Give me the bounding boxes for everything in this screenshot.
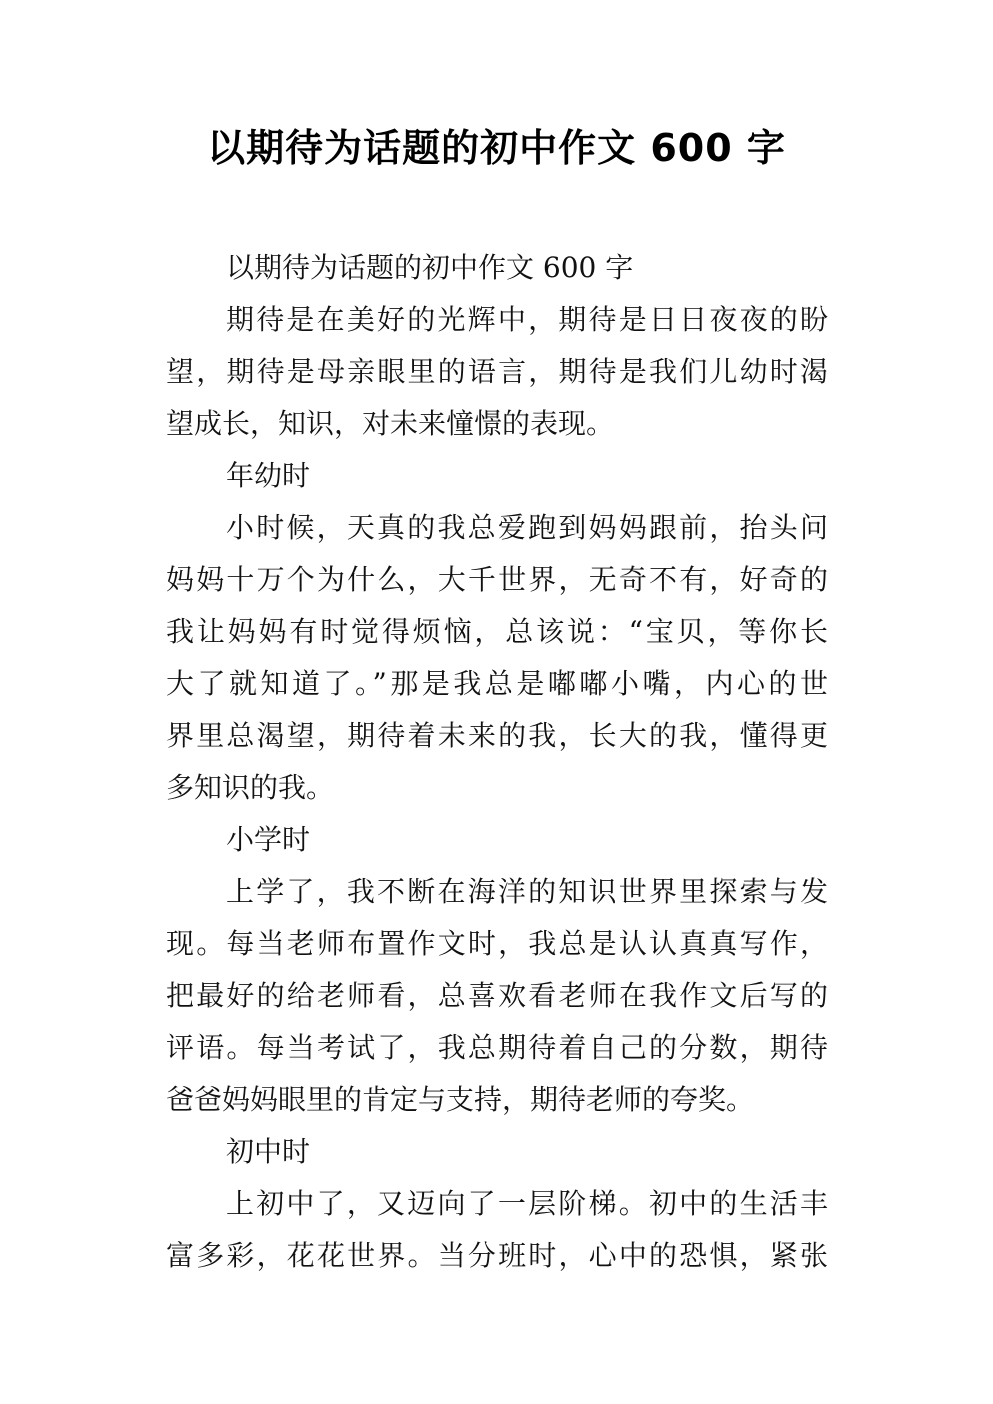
text-line: 小学时 [226, 823, 311, 856]
text-line: 富多彩，花花世界。当分班时，心中的恐惧，紧张 [166, 1239, 828, 1272]
text-line: 小时候，天真的我总爱跑到妈妈跟前，抬头问 [226, 511, 828, 544]
text-line: 我让妈妈有时觉得烦恼，总该说：“宝贝，等你长 [166, 615, 828, 648]
document-title: 以期待为话题的初中作文 600 字 [207, 126, 786, 170]
text-line: 上初中了，又迈向了一层阶梯。初中的生活丰 [226, 1187, 828, 1220]
text-line: 望成长，知识，对未来憧憬的表现。 [166, 407, 615, 440]
text-line: 妈妈十万个为什么，大千世界，无奇不有，好奇的 [166, 563, 828, 596]
text-line: 多知识的我。 [166, 771, 335, 804]
text-line: 把最好的给老师看，总喜欢看老师在我作文后写的 [166, 979, 828, 1012]
text-line: 界里总渴望，期待着未来的我，长大的我，懂得更 [166, 719, 828, 752]
text-line: 期待是在美好的光辉中，期待是日日夜夜的盼 [226, 303, 828, 336]
text-line: 初中时 [226, 1135, 311, 1168]
text-line: 现。每当老师布置作文时，我总是认认真真写作， [166, 927, 828, 960]
text-line: 望，期待是母亲眼里的语言，期待是我们儿幼时渴 [166, 355, 828, 388]
text-line: 上学了，我不断在海洋的知识世界里探索与发 [226, 875, 828, 908]
text-line: 以期待为话题的初中作文 600 字 [226, 251, 634, 284]
document-body [166, 242, 828, 1282]
text-line: 大了就知道了。”那是我总是嘟嘟小嘴，内心的世 [166, 667, 828, 700]
text-line: 爸爸妈妈眼里的肯定与支持，期待老师的夸奖。 [166, 1083, 755, 1116]
text-line: 年幼时 [226, 459, 311, 492]
text-line: 评语。每当考试了，我总期待着自己的分数，期待 [166, 1031, 828, 1064]
